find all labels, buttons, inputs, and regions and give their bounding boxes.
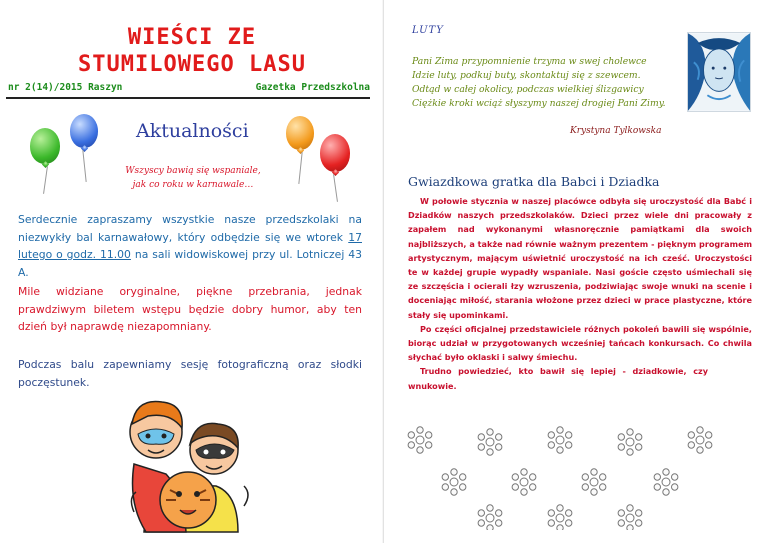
poem-body	[412, 55, 692, 111]
news-tagline	[118, 164, 268, 192]
invitation-text-a: Serdecznie zapraszamy wszystkie nasze przedszkolaki na niezwykły bal karnawałowy, który odbędzie się we wtorek	[18, 213, 362, 244]
poem-line: Ciężkie kroki wciąż słyszymy naszej drogiej Pani Zimy.	[412, 98, 666, 109]
event-date: 17 lutego o godz. 11.00	[18, 230, 362, 261]
news-heading: Aktualności	[136, 120, 249, 142]
blue-balloon-icon	[70, 114, 98, 148]
article-body	[408, 194, 752, 393]
masthead-line-1: WIEŚCI ZE	[127, 25, 257, 50]
winter-lady-illustration	[687, 32, 751, 112]
costume-paragraph: Mile widziane oryginalne, piękne przebrania, jednak prawdziwym biletem wstępu będzie dobry humor, aby ten dzień był naprawdę niezapomniany.	[18, 285, 362, 333]
poem-line: Odtąd w całej okolicy, podczas wielkiej ślizgawicy	[412, 84, 644, 95]
tagline-line-1: Wszyscy bawią się wspaniale,	[125, 166, 261, 176]
article-paragraph-3: Trudno powiedzieć, kto bawił się lepiej - dziadkowie, czy wnukowie.	[408, 366, 708, 391]
poem-title: LUTY	[412, 25, 444, 36]
masthead-divider	[6, 97, 370, 99]
costumed-kids-illustration	[126, 394, 256, 534]
snowflakes-decoration	[404, 420, 748, 530]
right-page	[384, 0, 768, 543]
poem-line: Idzie luty, podkuj buty, skontaktuj się z szewcem.	[412, 70, 641, 81]
red-balloon-icon	[320, 134, 350, 172]
tagline-line-2: jak co roku w karnawale…	[132, 180, 254, 190]
photo-paragraph: Podczas balu zapewniamy sesję fotograficzną oraz słodki poczęstunek.	[18, 358, 362, 389]
poem-author: Krystyna Tylkowska	[570, 126, 662, 136]
green-balloon-icon	[30, 128, 60, 164]
masthead-line-2: STUMILOWEGO LASU	[78, 52, 306, 77]
article-paragraph-1: W połowie stycznia w naszej placówce odbyła się uroczystość dla Babć i Dziadków naszych przedszkolaków. Dzieci przez wiele dni pracowały z zapałem nad wykonanymi własnoręcznie pamiątkami dla swoich najbliższych, a także nad równie ważnym prezentem - pięknym programem artystycznym, mającym uświetnić uroczystość na ich cześć. Uroczystości te w każdej grupie wypadły wspaniale. Nasi goście często uśmiechali się ze szczęścia i ocierali łzy wzruszenia, podziwiając swoje wnuki na scenie i doceniając miłość, starania włożone przez dzieci w prace plastyczne, które stały się upominkami.	[408, 196, 752, 320]
poem-line: Pani Zima przypomnienie trzyma w swej cholewce	[412, 56, 647, 67]
issue-number: nr 2(14)/2015 Raszyn	[8, 82, 123, 93]
orange-balloon-icon	[286, 116, 314, 150]
issue-row	[8, 82, 370, 98]
publication-name: Gazetka Przedszkolna	[255, 82, 370, 93]
masthead-title	[0, 24, 384, 78]
invitation-text-b: na sali widowiskowej przy ul. Lotniczej 43 A.	[18, 248, 362, 279]
article-paragraph-2: Po części oficjalnej przedstawiciele różnych pokoleń bawili się wspólnie, biorąc udział w przygotowanych wcześniej tańcach konkursach. Co chwila słychać było oklaski i salwy śmiechu.	[408, 323, 752, 363]
invitation-paragraph	[18, 211, 362, 281]
article-title: Gwiazdkowa gratka dla Babci i Dziadka	[408, 174, 660, 189]
